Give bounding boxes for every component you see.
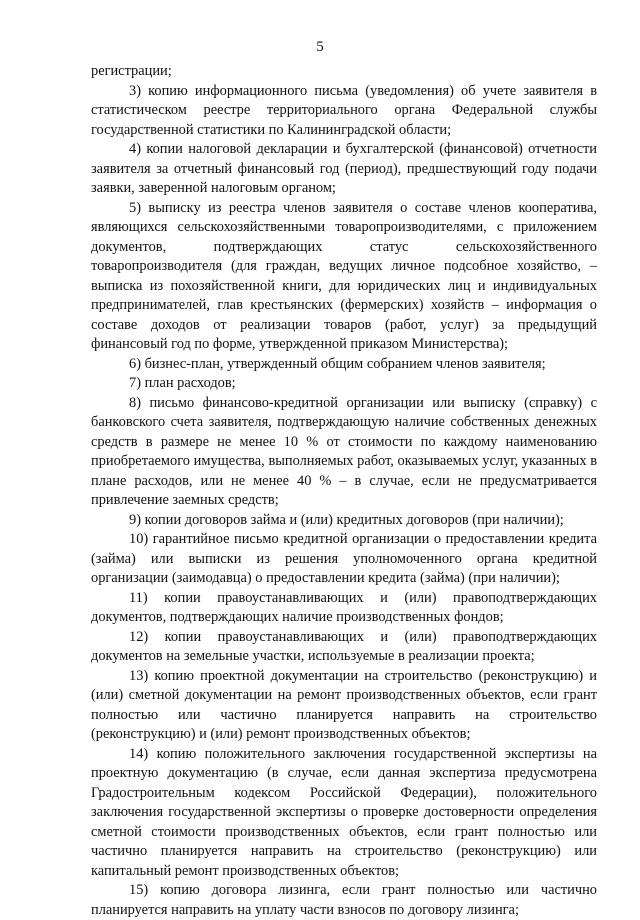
list-item-3: 3) копию информационного письма (уведомления) об учете заявителя в статистическом реестре территориального органа Федеральной службы государственной статистики по Калининградской области; <box>91 82 597 138</box>
list-item-6: 6) бизнес-план, утвержденный общим собранием членов заявителя; <box>129 355 546 372</box>
list-item-4: 4) копии налоговой декларации и бухгалтерской (финансовой) отчетности заявителя за отчетный финансовый год (период), предшествующий году подачи заявки, заверенной налоговым органом; <box>91 141 597 196</box>
list-item-11: 11) копии правоустанавливающих и (или) правоподтверждающих документов, подтверждающих наличие производственных фондов; <box>91 589 597 625</box>
document-body <box>91 62 597 920</box>
list-item-12: 12) копии правоустанавливающих и (или) правоподтверждающих документов на земельные участки, используемые в реализации проекта; <box>91 628 597 664</box>
list-item-13: 13) копию проектной документации на строительство (реконструкцию) и (или) сметной документации на ремонт производственных объектов, если грант полностью или частично планируется направить на строительство (реконструкцию) и (или) ремонт производственных объектов; <box>91 667 597 742</box>
list-item-5: 5) выписку из реестра членов заявителя о составе членов кооператива, являющихся сельскохозяйственными товаропроизводителями, с приложением документов, подтверждающих статус сельскохозяйственного товаропроизводителя (для граждан, ведущих личное подсобное хозяйство, – выписка из похозяйственной книги, для юридических лиц и индивидуальных предпринимателей, глав крестьянских (фермерских) хозяйств – информация о составе доходов от реализации товаров (работ, услуг) за предыдущий финансовый год по форме, утвержденной приказом Министерства); <box>91 199 597 352</box>
list-item-14: 14) копию положительного заключения государственной экспертизы на проектную документацию (в случае, если данная экспертиза предусмотрена Градостроительным кодексом Российской Федерации), положительного заключения государственной экспертизы о проверке достоверности определения сметной стоимости производственных объектов, если грант полностью или частично планируется направить на строительство (реконструкцию) или капитальный ремонт производственных объектов; <box>91 745 597 879</box>
page-number: 5 <box>316 39 324 55</box>
list-item-15: 15) копию договора лизинга, если грант полностью или частично планируется направить на уплату части взносов по договору лизинга; <box>91 882 597 918</box>
list-item-9: 9) копии договоров займа и (или) кредитных договоров (при наличии); <box>129 511 564 528</box>
list-item-8: 8) письмо финансово-кредитной организации или выписку (справку) с банковского счета заявителя, подтверждающую наличие собственных денежных средств в размере не менее 10 % от стоимости по каждому наименованию приобретаемого имущества, выполняемых работ, оказываемых услуг, указанных в плане расходов, или не менее 40 % – в случае, если не предусматривается привлечение заемных средств; <box>91 394 597 508</box>
list-item-10: 10) гарантийное письмо кредитной организации о предоставлении кредита (займа) или выписки из решения уполномоченного органа кредитной организации (заимодавца) о предоставлении кредита (займа) (при наличии); <box>91 531 597 586</box>
list-item-7: 7) план расходов; <box>129 375 236 391</box>
paragraph-continuation: регистрации; <box>91 63 172 79</box>
